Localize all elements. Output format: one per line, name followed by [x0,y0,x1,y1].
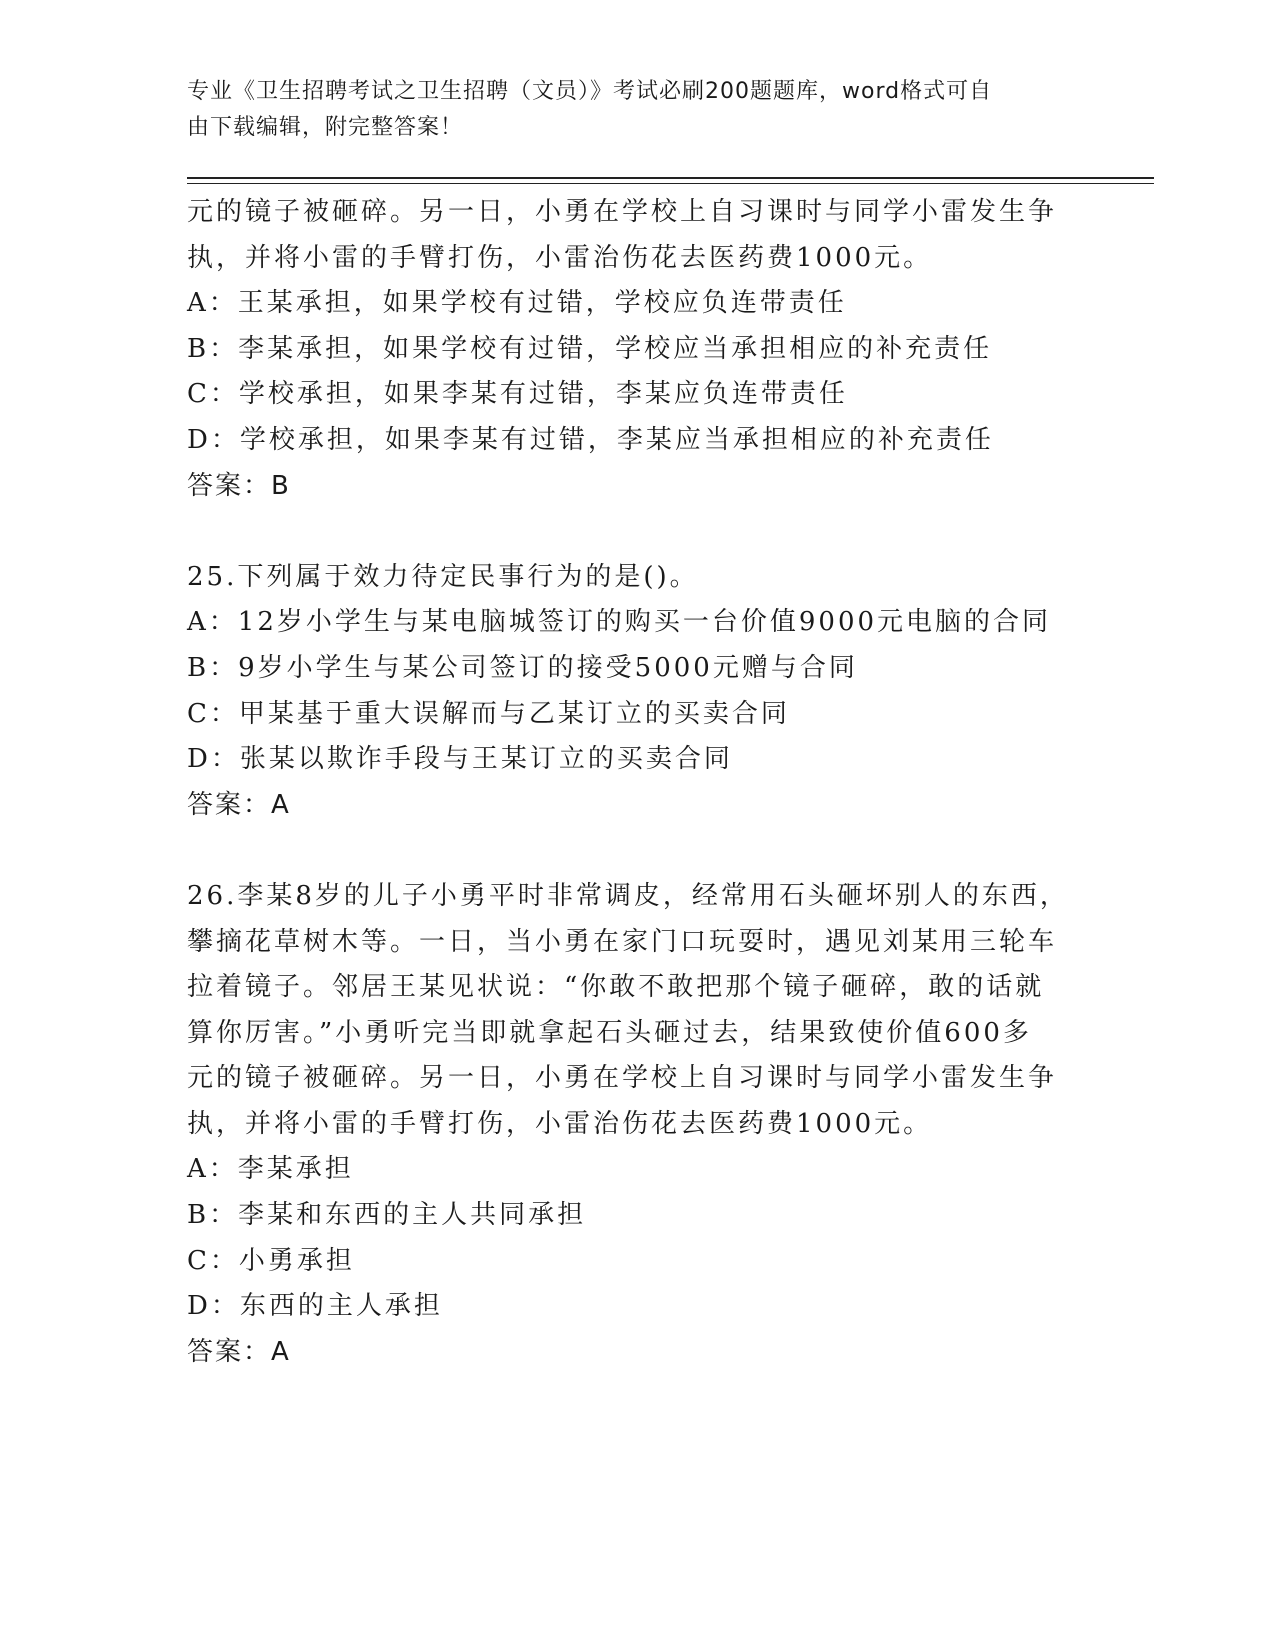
header-line-2: 由下载编辑，附完整答案！ [187,115,464,140]
question-text-line: 元的镜子被砸碎。另一日，小勇在学校上自习课时与同学小雷发生争 [187,1063,1058,1094]
option-c: C：甲某基于重大误解而与乙某订立的买卖合同 [187,698,790,729]
option-a: A：12岁小学生与某电脑城签订的购买一台价值9000元电脑的合同 [187,607,1052,638]
question-25 [187,555,1087,829]
question-text-line: 25.下列属于效力待定民事行为的是()。 [187,561,699,592]
question-text-line: 执，并将小雷的手臂打伤，小雷治伤花去医药费1000元。 [187,1108,933,1139]
answer-line: 答案：A [187,789,291,820]
header-divider-thick [187,177,1154,179]
question-text-line: 26.李某8岁的儿子小勇平时非常调皮，经常用石头砸坏别人的东西， [187,880,1069,911]
option-c: C：学校承担，如果李某有过错，李某应负连带责任 [187,379,848,410]
question-24 [187,190,1087,509]
option-b: B：李某承担，如果学校有过错，学校应当承担相应的补充责任 [187,333,993,364]
option-d: D：东西的主人承担 [187,1291,443,1322]
option-a: A：李某承担 [187,1154,354,1185]
option-c: C：小勇承担 [187,1245,355,1276]
question-text-line: 算你厉害。”小勇听完当即就拿起石头砸过去，结果致使价值600多 [187,1017,1032,1048]
document-header [187,74,1067,146]
option-b: B：李某和东西的主人共同承担 [187,1200,587,1231]
question-text-line: 拉着镜子。邻居王某见状说：“你敢不敢把那个镜子砸碎，敢的话就 [187,972,1045,1003]
answer-line: 答案：A [187,1336,291,1367]
question-text-line: 攀摘花草树木等。一日，当小勇在家门口玩耍时，遇见刘某用三轮车 [187,926,1058,957]
header-line-1: 专业《卫生招聘考试之卫生招聘（文员）》考试必刷200题题库，word格式可自 [187,79,993,104]
option-d: D：学校承担，如果李某有过错，李某应当承担相应的补充责任 [187,424,994,455]
option-d: D：张某以欺诈手段与王某订立的买卖合同 [187,744,733,775]
spacer [187,828,1087,874]
answer-line: 答案：B [187,470,291,501]
question-text-line: 执，并将小雷的手臂打伤，小雷治伤花去医药费1000元。 [187,242,933,273]
question-text-line: 元的镜子被砸碎。另一日，小勇在学校上自习课时与同学小雷发生争 [187,197,1058,227]
option-a: A：王某承担，如果学校有过错，学校应负连带责任 [187,288,847,319]
spacer [187,509,1087,555]
document-body [187,190,1087,1375]
question-26 [187,874,1087,1376]
option-b: B：9岁小学生与某公司签订的接受5000元赠与合同 [187,652,858,683]
header-divider-thin [187,183,1154,184]
